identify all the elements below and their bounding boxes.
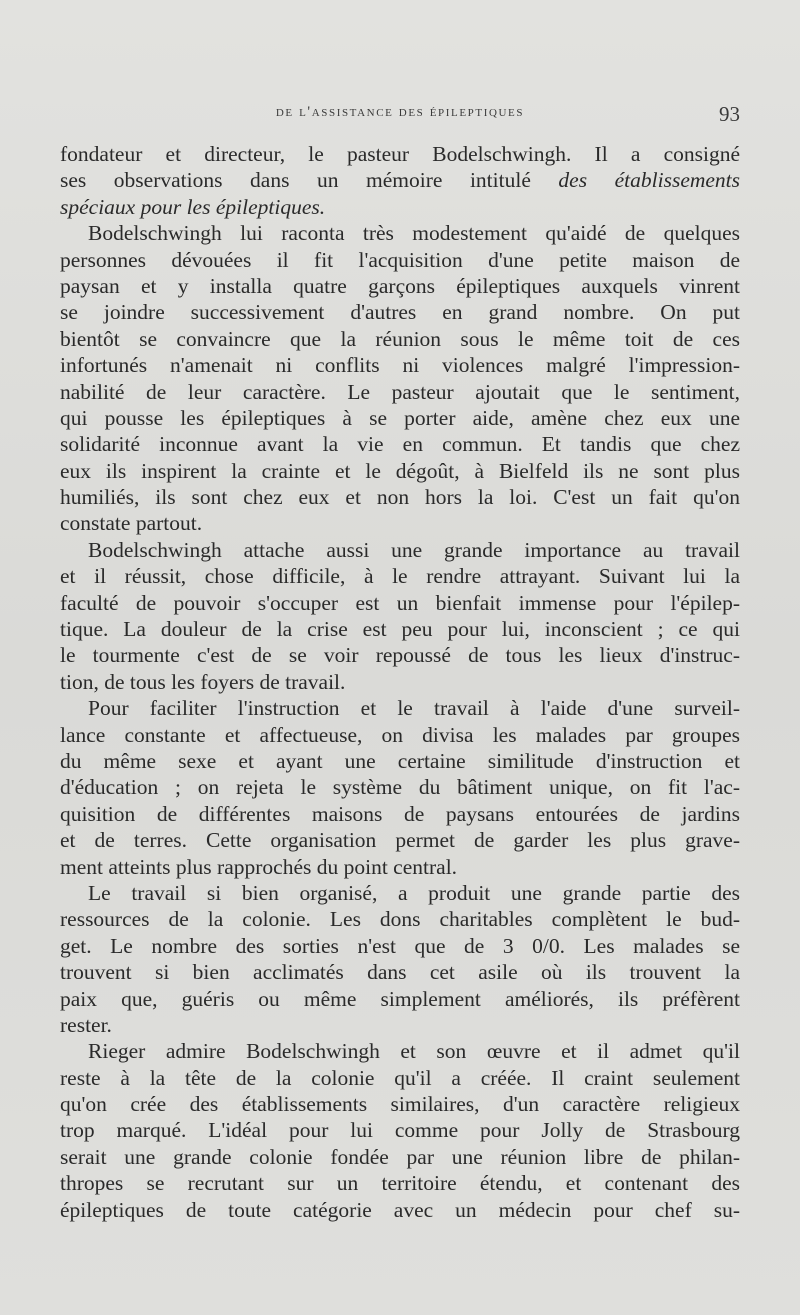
text-line: épileptiques de toute catégorie avec un médecin pour chef su- <box>60 1197 740 1222</box>
paragraph-end: constate partout. <box>60 511 203 536</box>
text-line: qui pousse les épileptiques à se porter aide, amène chez eux une <box>60 405 740 430</box>
paragraph-start: Bodelschwingh lui raconta très modestement qu'aidé de quelques <box>88 221 740 246</box>
text-line: trouvent si bien acclimatés dans cet asile où ils trouvent la <box>60 960 740 985</box>
text-line: personnes dévouées il fit l'acquisition d'une petite maison de <box>60 247 740 272</box>
text-line: thropes se recrutant sur un territoire étendu, et contenant des <box>60 1171 740 1196</box>
running-head: de l'assistance des épileptiques <box>275 104 525 120</box>
text-line: d'éducation ; on rejeta le système du bâtiment unique, on fit l'ac- <box>60 775 740 800</box>
paragraph-end: ment atteints plus rapprochés du point central. <box>60 854 458 879</box>
text-line: qu'on crée des établissements similaires, d'un caractère religieux <box>60 1092 740 1117</box>
text-line: se joindre successivement d'autres en grand nombre. On put <box>60 300 740 325</box>
text-line: reste à la tête de la colonie qu'il a créée. Il craint seulement <box>60 1065 740 1090</box>
text-line: humiliés, ils sont chez eux et non hors la loi. C'est un fait qu'on <box>60 485 740 510</box>
text-line: tique. La douleur de la crise est peu pour lui, inconscient ; ce qui <box>60 617 740 642</box>
text-line: fondateur et directeur, le pasteur Bodelschwingh. Il a consigné <box>60 142 740 166</box>
text-line: ressources de la colonie. Les dons charitables complètent le bud- <box>60 907 740 932</box>
paragraph-end: rester. <box>60 1012 112 1037</box>
text-line: paysan et y installa quatre garçons épileptiques auxquels vinrent <box>60 273 740 298</box>
text-line: solidarité inconnue avant la vie en commun. Et tandis que chez <box>60 432 740 457</box>
text-line: du même sexe et ayant une certaine similitude d'instruction et <box>60 748 740 773</box>
text-line: quisition de différentes maisons de paysans entourées de jardins <box>60 801 740 826</box>
paragraph-start: Le travail si bien organisé, a produit une grande partie des <box>88 880 740 905</box>
page-number: 93 <box>719 102 740 126</box>
text-line: eux ils inspirent la crainte et le dégoût, à Bielfeld ils ne sont plus <box>60 458 740 483</box>
text-line-with-title <box>60 167 740 193</box>
italic-title: des établissements <box>558 168 740 193</box>
text-line: bientôt se convaincre que la réunion sous le même toit de ces <box>60 326 740 351</box>
text-line: et de terres. Cette organisation permet de garder les plus grave- <box>60 828 740 853</box>
text-line: paix que, guéris ou même simplement améliorés, ils préfèrent <box>60 986 740 1011</box>
text-segment: ses observations dans un mémoire intitulé <box>60 168 531 193</box>
page-header <box>60 102 740 126</box>
paragraph-start: Bodelschwingh attache aussi une grande importance au travail <box>88 537 740 562</box>
text-line: nabilité de leur caractère. Le pasteur ajoutait que le sentiment, <box>60 379 740 404</box>
paragraph-start: Rieger admire Bodelschwingh et son œuvre et il admet qu'il <box>88 1039 740 1064</box>
text-line: faculté de pouvoir s'occuper est un bienfait immense pour l'épilep- <box>60 590 740 615</box>
text-line: trop marqué. L'idéal pour lui comme pour Jolly de Strasbourg <box>60 1118 740 1143</box>
paragraph-end: tion, de tous les foyers de travail. <box>60 669 346 694</box>
paragraph-start: Pour faciliter l'instruction et le travail à l'aide d'une surveil- <box>88 696 740 721</box>
italic-title-continued: spéciaux pour les épileptiques. <box>60 194 326 219</box>
text-line: le tourmente c'est de se voir repoussé de tous les lieux d'instruc- <box>60 643 740 668</box>
body-text <box>60 141 740 1223</box>
text-line: serait une grande colonie fondée par une réunion libre de philan- <box>60 1144 740 1169</box>
text-line: et il réussit, chose difficile, à le rendre attrayant. Suivant lui la <box>60 564 740 589</box>
text-line: lance constante et affectueuse, on divisa les malades par groupes <box>60 722 740 747</box>
text-line: get. Le nombre des sorties n'est que de 3 0/0. Les malades se <box>60 933 740 958</box>
text-line: infortunés n'amenait ni conflits ni violences malgré l'impression- <box>60 353 740 378</box>
